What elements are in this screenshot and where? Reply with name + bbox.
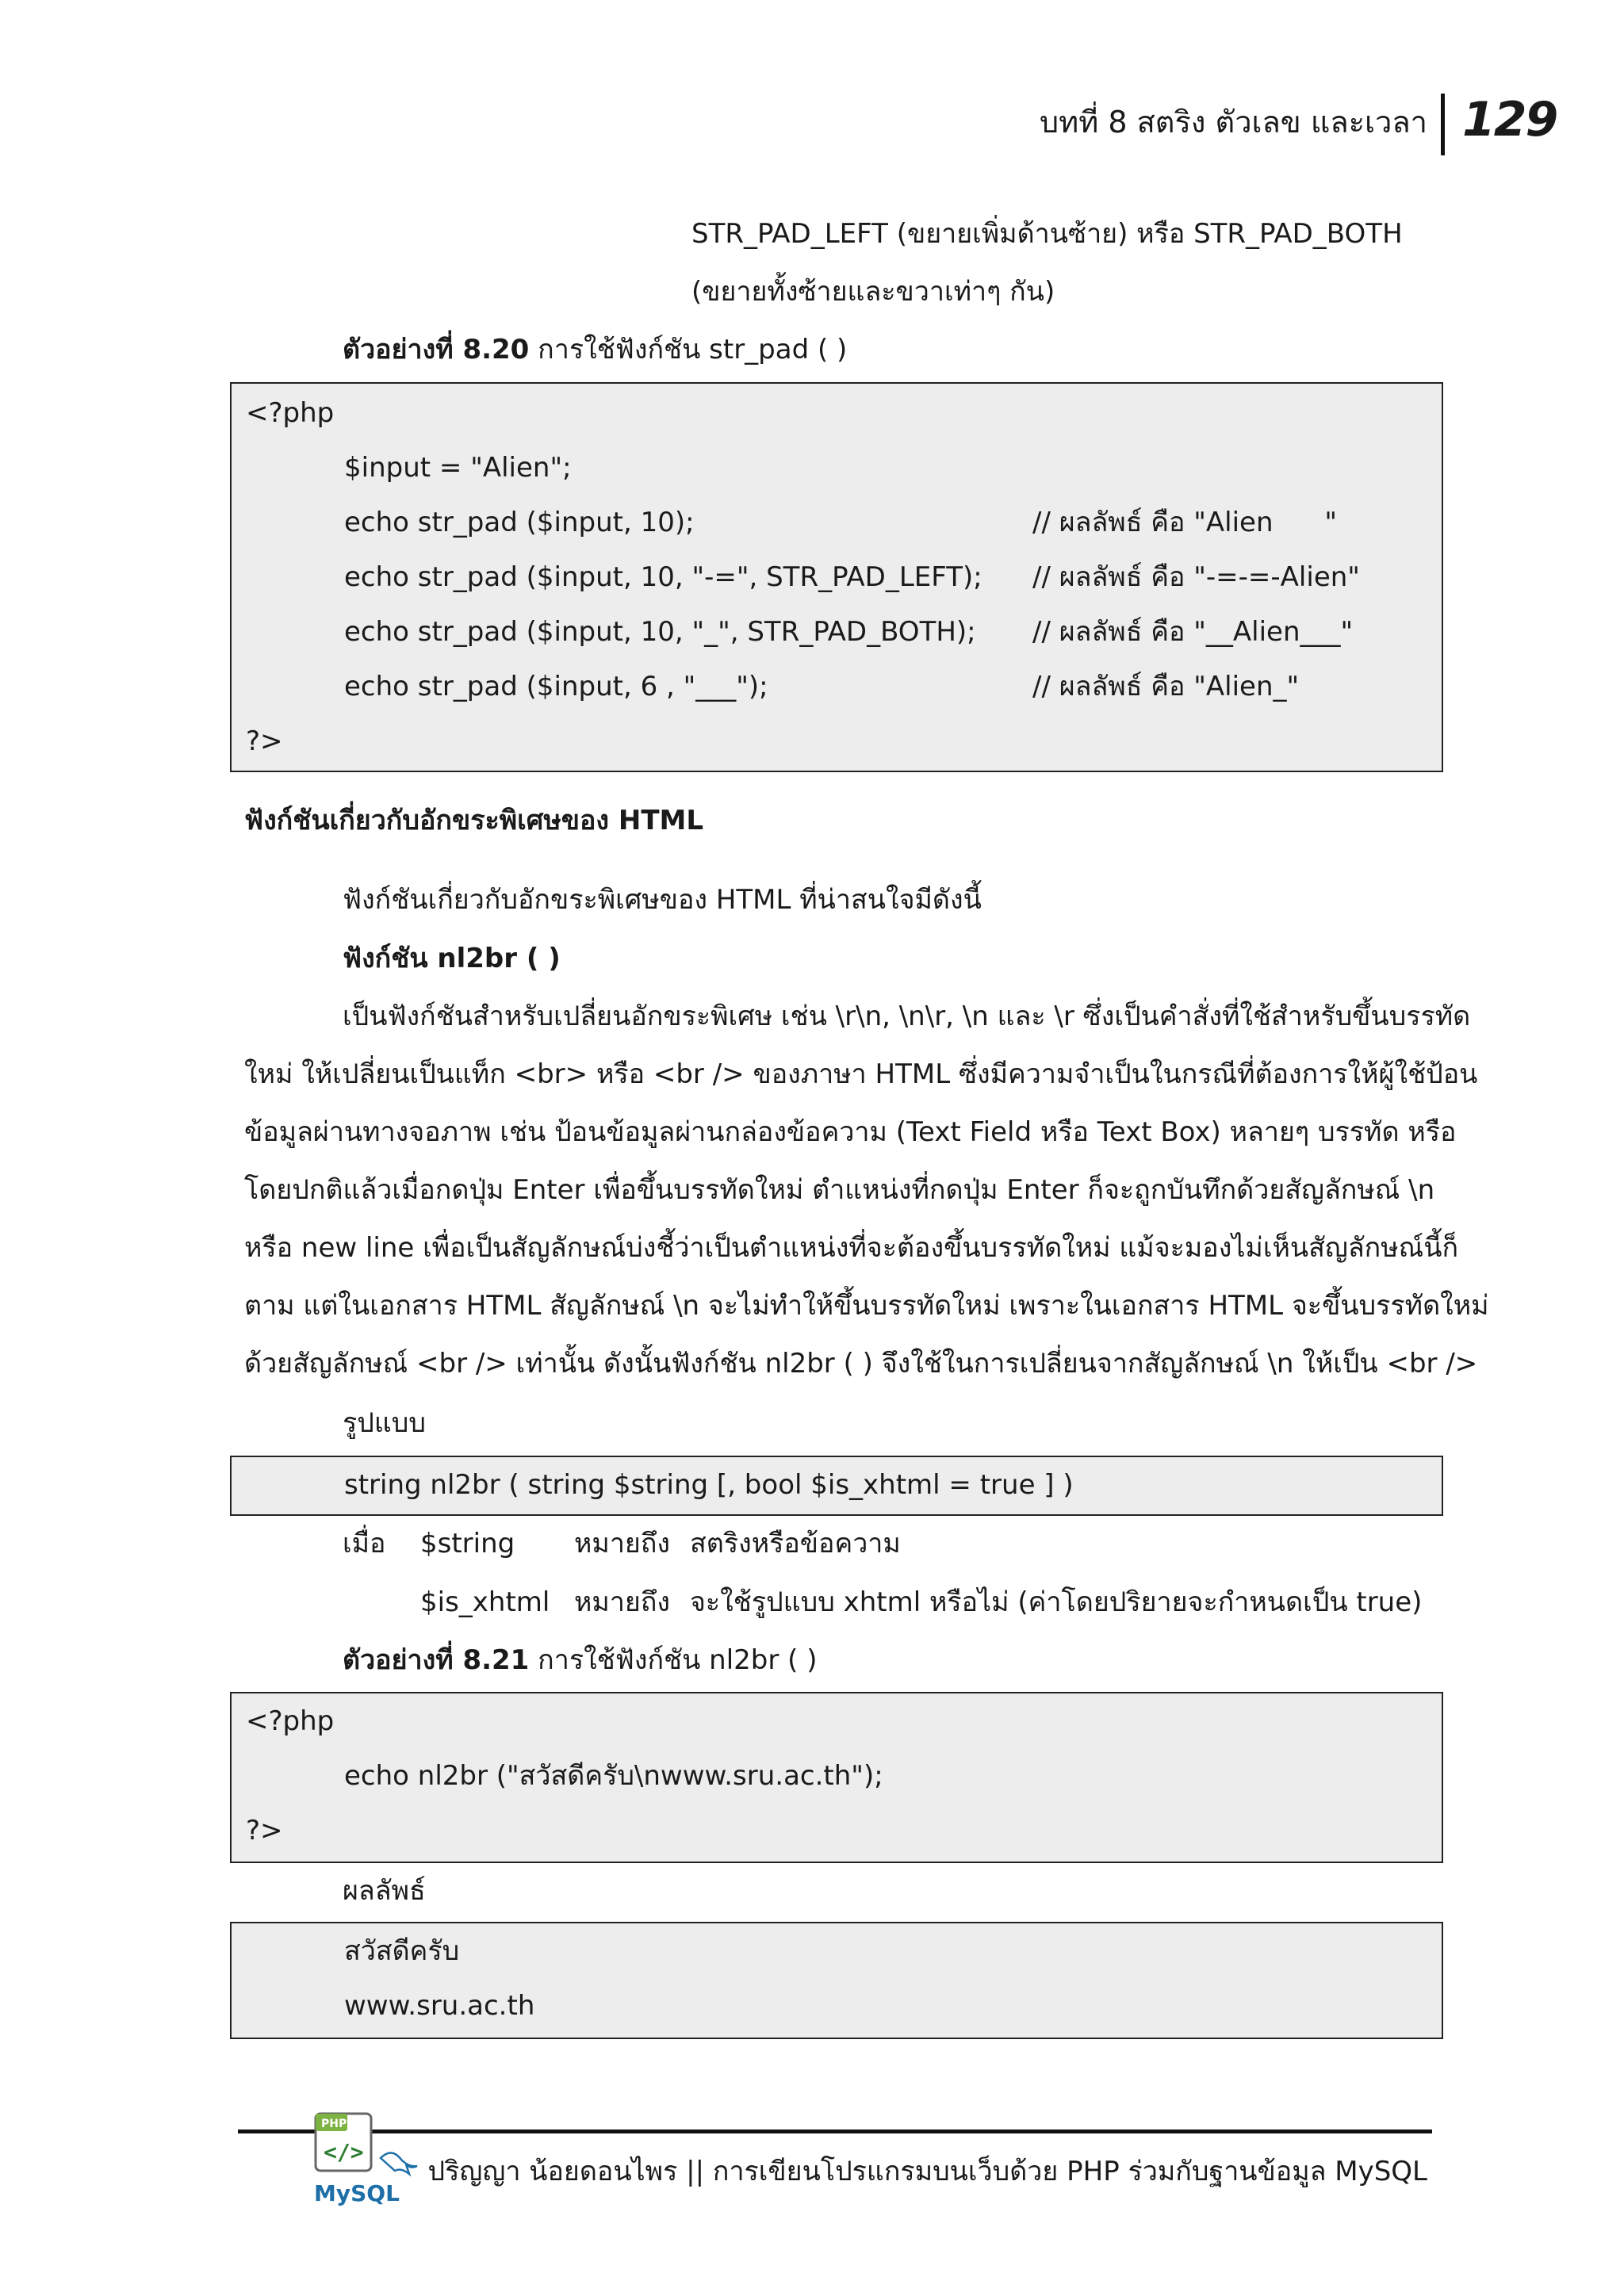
footer-text: ปริญญา น้อยดอนไพร || การเขียนโปรแกรมบนเว็บด้วย PHP ร่วมกับฐานข้อมูล MySQL bbox=[427, 2156, 1427, 2187]
code-close-tag: ?> bbox=[246, 1815, 283, 1846]
syntax-text: string nl2br ( string $string [, bool $is_xhtml = true ] ) bbox=[344, 1469, 1074, 1501]
logo-text: MySQL bbox=[314, 2180, 400, 2206]
result-label: ผลลัพธ์ bbox=[343, 1875, 426, 1907]
php-mysql-logo-icon bbox=[312, 2109, 431, 2212]
code-comment: // ผลลัพธ์ คือ "Alien_" bbox=[1032, 671, 1300, 702]
example-820-caption bbox=[343, 331, 847, 368]
section-intro: ฟังก์ชันเกี่ยวกับอักขระพิเศษของ HTML ที่น่าสนใจมีดังนี้ bbox=[343, 884, 982, 916]
code-line: echo str_pad ($input, 10, "_", STR_PAD_BOTH); bbox=[344, 616, 976, 648]
example-caption-text: การใช้ฟังก์ชัน nl2br ( ) bbox=[529, 1644, 818, 1676]
intro-line-2: (ขยายทั้งซ้ายและขวาเท่าๆ กัน) bbox=[691, 276, 1055, 308]
code-comment: // ผลลัพธ์ คือ "-=-=-Alien" bbox=[1032, 561, 1360, 593]
param-desc: สตริงหรือข้อความ bbox=[690, 1528, 901, 1559]
paragraph-line: ใหม่ ให้เปลี่ยนเป็นแท็ก <br> หรือ <br /> ของภาษา HTML ซึ่งมีความจำเป็นในกรณีที่ต้องการให้ผู้ใช้ป้อน bbox=[244, 1058, 1478, 1090]
paragraph-line: โดยปกติแล้วเมื่อกดปุ่ม Enter เพื่อขึ้นบรรทัดใหม่ ตำแหน่งที่กดปุ่ม Enter ก็จะถูกบันทึกด้วยสัญลักษณ์ \n bbox=[244, 1174, 1435, 1206]
header-divider bbox=[1441, 94, 1445, 155]
php-mysql-logo bbox=[312, 2109, 431, 2212]
syntax-box bbox=[230, 1456, 1443, 1516]
code-comment: // ผลลัพธ์ คือ "Alien " bbox=[1032, 507, 1337, 538]
syntax-label: รูปแบบ bbox=[343, 1407, 426, 1439]
code-line: echo nl2br ("สวัสดีครับ\nwww.sru.ac.th"); bbox=[344, 1760, 883, 1792]
example-821-caption bbox=[343, 1642, 818, 1678]
code-close-tag: ?> bbox=[246, 725, 283, 757]
code-box-nl2br bbox=[230, 1692, 1443, 1863]
param-desc: จะใช้รูปแบบ xhtml หรือไม่ (ค่าโดยปริยายจะกำหนดเป็น true) bbox=[690, 1586, 1423, 1618]
intro-line-1: STR_PAD_LEFT (ขยายเพิ่มด้านซ้าย) หรือ STR_PAD_BOTH bbox=[691, 218, 1403, 250]
logo-badge-text: PHP bbox=[321, 2118, 347, 2130]
result-line: สวัสดีครับ bbox=[344, 1935, 460, 1967]
result-box bbox=[230, 1922, 1443, 2039]
paragraph-line: หรือ new line เพื่อเป็นสัญลักษณ์บ่งชี้ว่าเป็นตำแหน่งที่จะต้องขึ้นบรรทัดใหม่ แม้จะมองไม่เห็นสัญลักษณ์นี้ก็ bbox=[244, 1232, 1459, 1264]
code-line: echo str_pad ($input, 10, "-=", STR_PAD_LEFT); bbox=[344, 561, 982, 593]
example-caption-text: การใช้ฟังก์ชัน str_pad ( ) bbox=[529, 334, 848, 365]
function-subheading: ฟังก์ชัน nl2br ( ) bbox=[343, 943, 561, 974]
code-open-tag: <?php bbox=[246, 397, 335, 429]
example-label: ตัวอย่างที่ 8.21 bbox=[343, 1644, 530, 1676]
example-label: ตัวอย่างที่ 8.20 bbox=[343, 334, 530, 365]
chapter-title: บทที่ 8 สตริง ตัวเลข และเวลา bbox=[1040, 105, 1427, 140]
param-means: หมายถึง bbox=[574, 1528, 671, 1559]
code-open-tag: <?php bbox=[246, 1705, 335, 1737]
param-name: $is_xhtml bbox=[420, 1586, 550, 1618]
paragraph-line: ด้วยสัญลักษณ์ <br /> เท่านั้น ดังนั้นฟังก์ชัน nl2br ( ) จึงใช้ในการเปลี่ยนจากสัญลักษณ์ \n ให้เป็น <br /> bbox=[244, 1348, 1478, 1380]
code-line: echo str_pad ($input, 6 , "___"); bbox=[344, 671, 768, 702]
param-means: หมายถึง bbox=[574, 1586, 671, 1618]
page-number: 129 bbox=[1462, 92, 1557, 147]
code-comment: // ผลลัพธ์ คือ "__Alien___" bbox=[1032, 616, 1354, 648]
section-heading: ฟังก์ชันเกี่ยวกับอักขระพิเศษของ HTML bbox=[244, 805, 704, 836]
paragraph-line: เป็นฟังก์ชันสำหรับเปลี่ยนอักขระพิเศษ เช่น \r\n, \n\r, \n และ \r ซึ่งเป็นคำสั่งที่ใช้สำหรับขึ้นบรรทัด bbox=[343, 1001, 1471, 1032]
svg-text:</>: </> bbox=[324, 2139, 364, 2165]
code-line: $input = "Alien"; bbox=[344, 452, 572, 484]
param-prefix: เมื่อ bbox=[343, 1528, 386, 1559]
result-line: www.sru.ac.th bbox=[344, 1990, 535, 2022]
param-name: $string bbox=[420, 1528, 515, 1559]
paragraph-line: ตาม แต่ในเอกสาร HTML สัญลักษณ์ \n จะไม่ทำให้ขึ้นบรรทัดใหม่ เพราะในเอกสาร HTML จะขึ้นบรรทัดใหม่ bbox=[244, 1290, 1489, 1322]
paragraph-line: ข้อมูลผ่านทางจอภาพ เช่น ป้อนข้อมูลผ่านกล่องข้อความ (Text Field หรือ Text Box) หลายๆ บรรทัด หรือ bbox=[244, 1116, 1457, 1148]
code-line: echo str_pad ($input, 10); bbox=[344, 507, 695, 538]
code-box-str-pad bbox=[230, 382, 1443, 772]
